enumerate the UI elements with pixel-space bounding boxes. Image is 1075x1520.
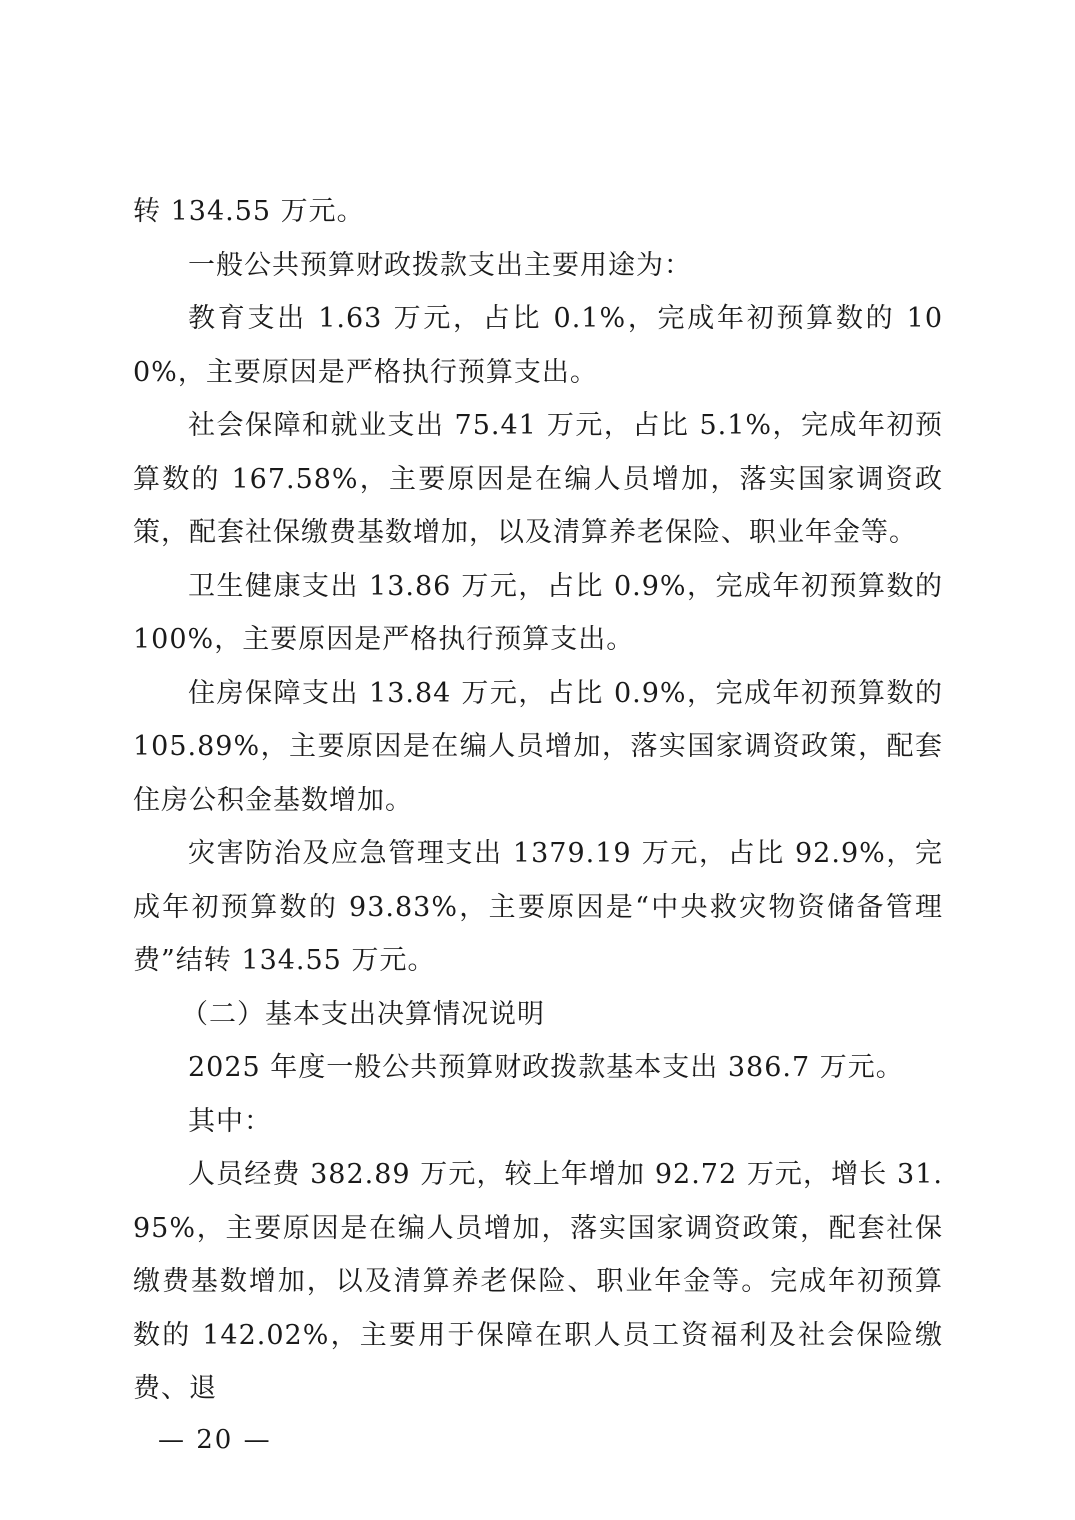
paragraph-education: 教育支出 1.63 万元，占比 0.1%，完成年初预算数的 100%，主要原因是严格执行预算支出。 — [133, 303, 943, 388]
paragraph-housing: 住房保障支出 13.84 万元，占比 0.9%，完成年初预算数的 105.89%，主要原因是在编人员增加，落实国家调资政策，配套住房公积金基数增加。 — [133, 677, 943, 816]
paragraph-continuation: 转 134.55 万元。 — [133, 196, 365, 227]
document-body — [133, 185, 943, 1416]
page-number: — 20 — — [158, 1425, 272, 1455]
paragraph-health: 卫生健康支出 13.86 万元，占比 0.9%，完成年初预算数的 100%，主要原因是严格执行预算支出。 — [133, 570, 943, 655]
paragraph-social-security: 社会保障和就业支出 75.41 万元，占比 5.1%，完成年初预算数的 167.58%，主要原因是在编人员增加，落实国家调资政策，配套社保缴费基数增加，以及清算养老保险、职业年金等。 — [133, 410, 943, 548]
paragraph-usage-intro: 一般公共预算财政拨款支出主要用途为： — [188, 249, 692, 281]
paragraph-personnel-expenses: 人员经费 382.89 万元，较上年增加 92.72 万元，增长 31.95%，主要原因是在编人员增加，落实国家调资政策，配套社保缴费基数增加，以及清算养老保险、职业年金等。完成年初预算数的 142.02%，主要用于保障在职人员工资福利及社会保险缴费、退 — [133, 1159, 943, 1404]
paragraph-basic-expenditure: 2025 年度一般公共预算财政拨款基本支出 386.7 万元。 — [188, 1052, 904, 1083]
paragraph-disaster-prevention: 灾害防治及应急管理支出 1379.19 万元，占比 92.9%，完成年初预算数的 93.83%，主要原因是“中央救灾物资储备管理费”结转 134.55 万元。 — [133, 838, 943, 976]
section-heading: （二）基本支出决算情况说明 — [181, 998, 545, 1030]
paragraph-among-them: 其中： — [188, 1105, 272, 1137]
